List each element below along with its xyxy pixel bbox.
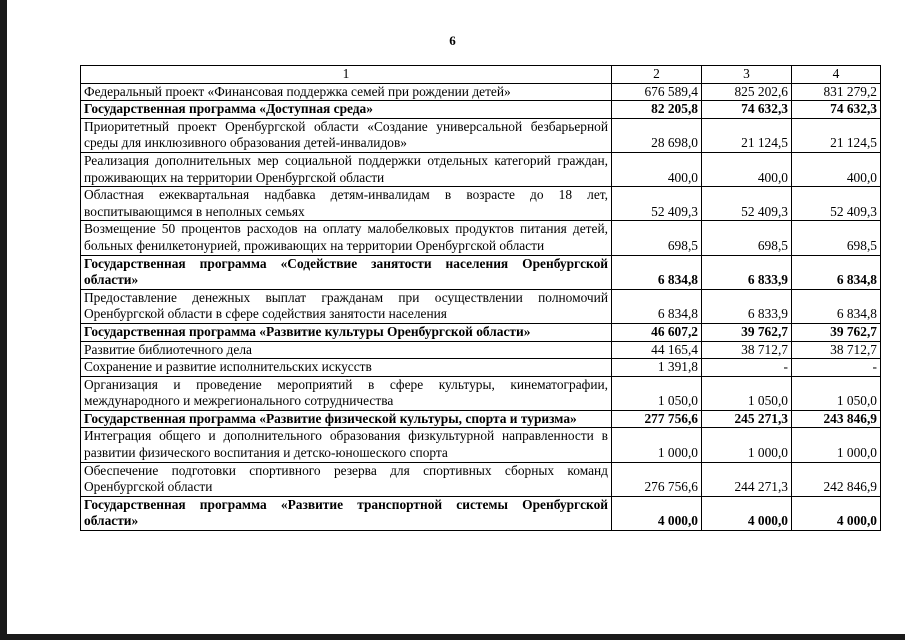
table-row xyxy=(81,221,881,255)
row-description: Государственная программа «Развитие транспортной системы Оренбургской области» xyxy=(81,496,612,530)
row-value-col4: 1 050,0 xyxy=(792,376,881,410)
row-value-col2: 1 000,0 xyxy=(612,428,702,462)
row-value-col3: 698,5 xyxy=(702,221,792,255)
row-value-col4: 831 279,2 xyxy=(792,83,881,101)
row-value-col4: 38 712,7 xyxy=(792,341,881,359)
table-row xyxy=(81,289,881,323)
row-value-col3: 38 712,7 xyxy=(702,341,792,359)
row-value-col2: 46 607,2 xyxy=(612,323,702,341)
row-value-col4: 74 632,3 xyxy=(792,101,881,119)
row-description: Сохранение и развитие исполнительских искусств xyxy=(81,359,612,377)
program-row xyxy=(81,410,881,428)
row-value-col2: 1 050,0 xyxy=(612,376,702,410)
row-description: Возмещение 50 процентов расходов на оплату малобелковых продуктов питания детей, больных фенилкетонурией, проживающих на территории Оренбургской области xyxy=(81,221,612,255)
row-value-col2: 52 409,3 xyxy=(612,187,702,221)
row-value-col2: 6 834,8 xyxy=(612,289,702,323)
program-row xyxy=(81,323,881,341)
row-value-col2: 400,0 xyxy=(612,152,702,186)
row-value-col3: 21 124,5 xyxy=(702,118,792,152)
row-value-col2: 676 589,4 xyxy=(612,83,702,101)
column-header-4: 4 xyxy=(792,66,881,84)
row-value-col4: 4 000,0 xyxy=(792,496,881,530)
row-value-col4: 1 000,0 xyxy=(792,428,881,462)
row-description: Интеграция общего и дополнительного образования физкультурной направленности в развитии физического воспитания и детско-юношеского спорта xyxy=(81,428,612,462)
row-value-col4: 6 834,8 xyxy=(792,289,881,323)
program-row xyxy=(81,101,881,119)
row-value-col3: 52 409,3 xyxy=(702,187,792,221)
row-description: Предоставление денежных выплат гражданам при осуществлении полномочий Оренбургской области в сфере содействия занятости населения xyxy=(81,289,612,323)
table-row xyxy=(81,359,881,377)
scan-border-bottom xyxy=(0,634,905,640)
row-value-col4: 21 124,5 xyxy=(792,118,881,152)
row-description: Государственная программа «Развитие культуры Оренбургской области» xyxy=(81,323,612,341)
row-value-col3: - xyxy=(702,359,792,377)
row-value-col3: 74 632,3 xyxy=(702,101,792,119)
row-description: Обеспечение подготовки спортивного резерва для спортивных сборных команд Оренбургской области xyxy=(81,462,612,496)
row-value-col4: 52 409,3 xyxy=(792,187,881,221)
table-row xyxy=(81,428,881,462)
row-description: Государственная программа «Развитие физической культуры, спорта и туризма» xyxy=(81,410,612,428)
row-description: Федеральный проект «Финансовая поддержка семей при рождении детей» xyxy=(81,83,612,101)
program-row xyxy=(81,255,881,289)
row-value-col3: 39 762,7 xyxy=(702,323,792,341)
row-value-col3: 6 833,9 xyxy=(702,289,792,323)
row-value-col3: 1 050,0 xyxy=(702,376,792,410)
row-value-col2: 4 000,0 xyxy=(612,496,702,530)
table-row xyxy=(81,83,881,101)
row-description: Государственная программа «Доступная среда» xyxy=(81,101,612,119)
row-value-col3: 4 000,0 xyxy=(702,496,792,530)
row-value-col2: 28 698,0 xyxy=(612,118,702,152)
row-value-col3: 1 000,0 xyxy=(702,428,792,462)
row-value-col4: 243 846,9 xyxy=(792,410,881,428)
row-value-col2: 277 756,6 xyxy=(612,410,702,428)
row-value-col3: 244 271,3 xyxy=(702,462,792,496)
row-value-col2: 6 834,8 xyxy=(612,255,702,289)
scan-border-left xyxy=(0,0,7,640)
row-value-col4: - xyxy=(792,359,881,377)
table-row xyxy=(81,462,881,496)
row-value-col2: 44 165,4 xyxy=(612,341,702,359)
column-header-3: 3 xyxy=(702,66,792,84)
row-value-col4: 400,0 xyxy=(792,152,881,186)
row-value-col2: 82 205,8 xyxy=(612,101,702,119)
row-value-col2: 698,5 xyxy=(612,221,702,255)
row-value-col3: 6 833,9 xyxy=(702,255,792,289)
row-value-col4: 6 834,8 xyxy=(792,255,881,289)
row-value-col3: 825 202,6 xyxy=(702,83,792,101)
row-value-col3: 400,0 xyxy=(702,152,792,186)
row-description: Развитие библиотечного дела xyxy=(81,341,612,359)
table-row xyxy=(81,118,881,152)
row-value-col2: 1 391,8 xyxy=(612,359,702,377)
table-row xyxy=(81,376,881,410)
row-description: Приоритетный проект Оренбургской области «Создание универсальной безбарьерной среды для инклюзивного образования детей-инвалидов» xyxy=(81,118,612,152)
row-value-col4: 242 846,9 xyxy=(792,462,881,496)
page-number: 6 xyxy=(449,33,456,48)
row-value-col4: 698,5 xyxy=(792,221,881,255)
column-header-1: 1 xyxy=(81,66,612,84)
row-value-col2: 276 756,6 xyxy=(612,462,702,496)
column-header-2: 2 xyxy=(612,66,702,84)
table-row xyxy=(81,341,881,359)
row-description: Областная ежеквартальная надбавка детям-инвалидам в возрасте до 18 лет, воспитывающимся в неполных семьях xyxy=(81,187,612,221)
program-row xyxy=(81,496,881,530)
budget-table-body xyxy=(81,66,881,531)
row-value-col3: 245 271,3 xyxy=(702,410,792,428)
table-header-row xyxy=(81,66,881,84)
row-description: Организация и проведение мероприятий в сфере культуры, кинематографии, международного и межрегионального сотрудничества xyxy=(81,376,612,410)
row-description: Реализация дополнительных мер социальной поддержки отдельных категорий граждан, проживающих на территории Оренбургской области xyxy=(81,152,612,186)
row-value-col4: 39 762,7 xyxy=(792,323,881,341)
table-row xyxy=(81,152,881,186)
row-description: Государственная программа «Содействие занятости населения Оренбургской области» xyxy=(81,255,612,289)
table-row xyxy=(81,187,881,221)
budget-table xyxy=(80,65,881,531)
